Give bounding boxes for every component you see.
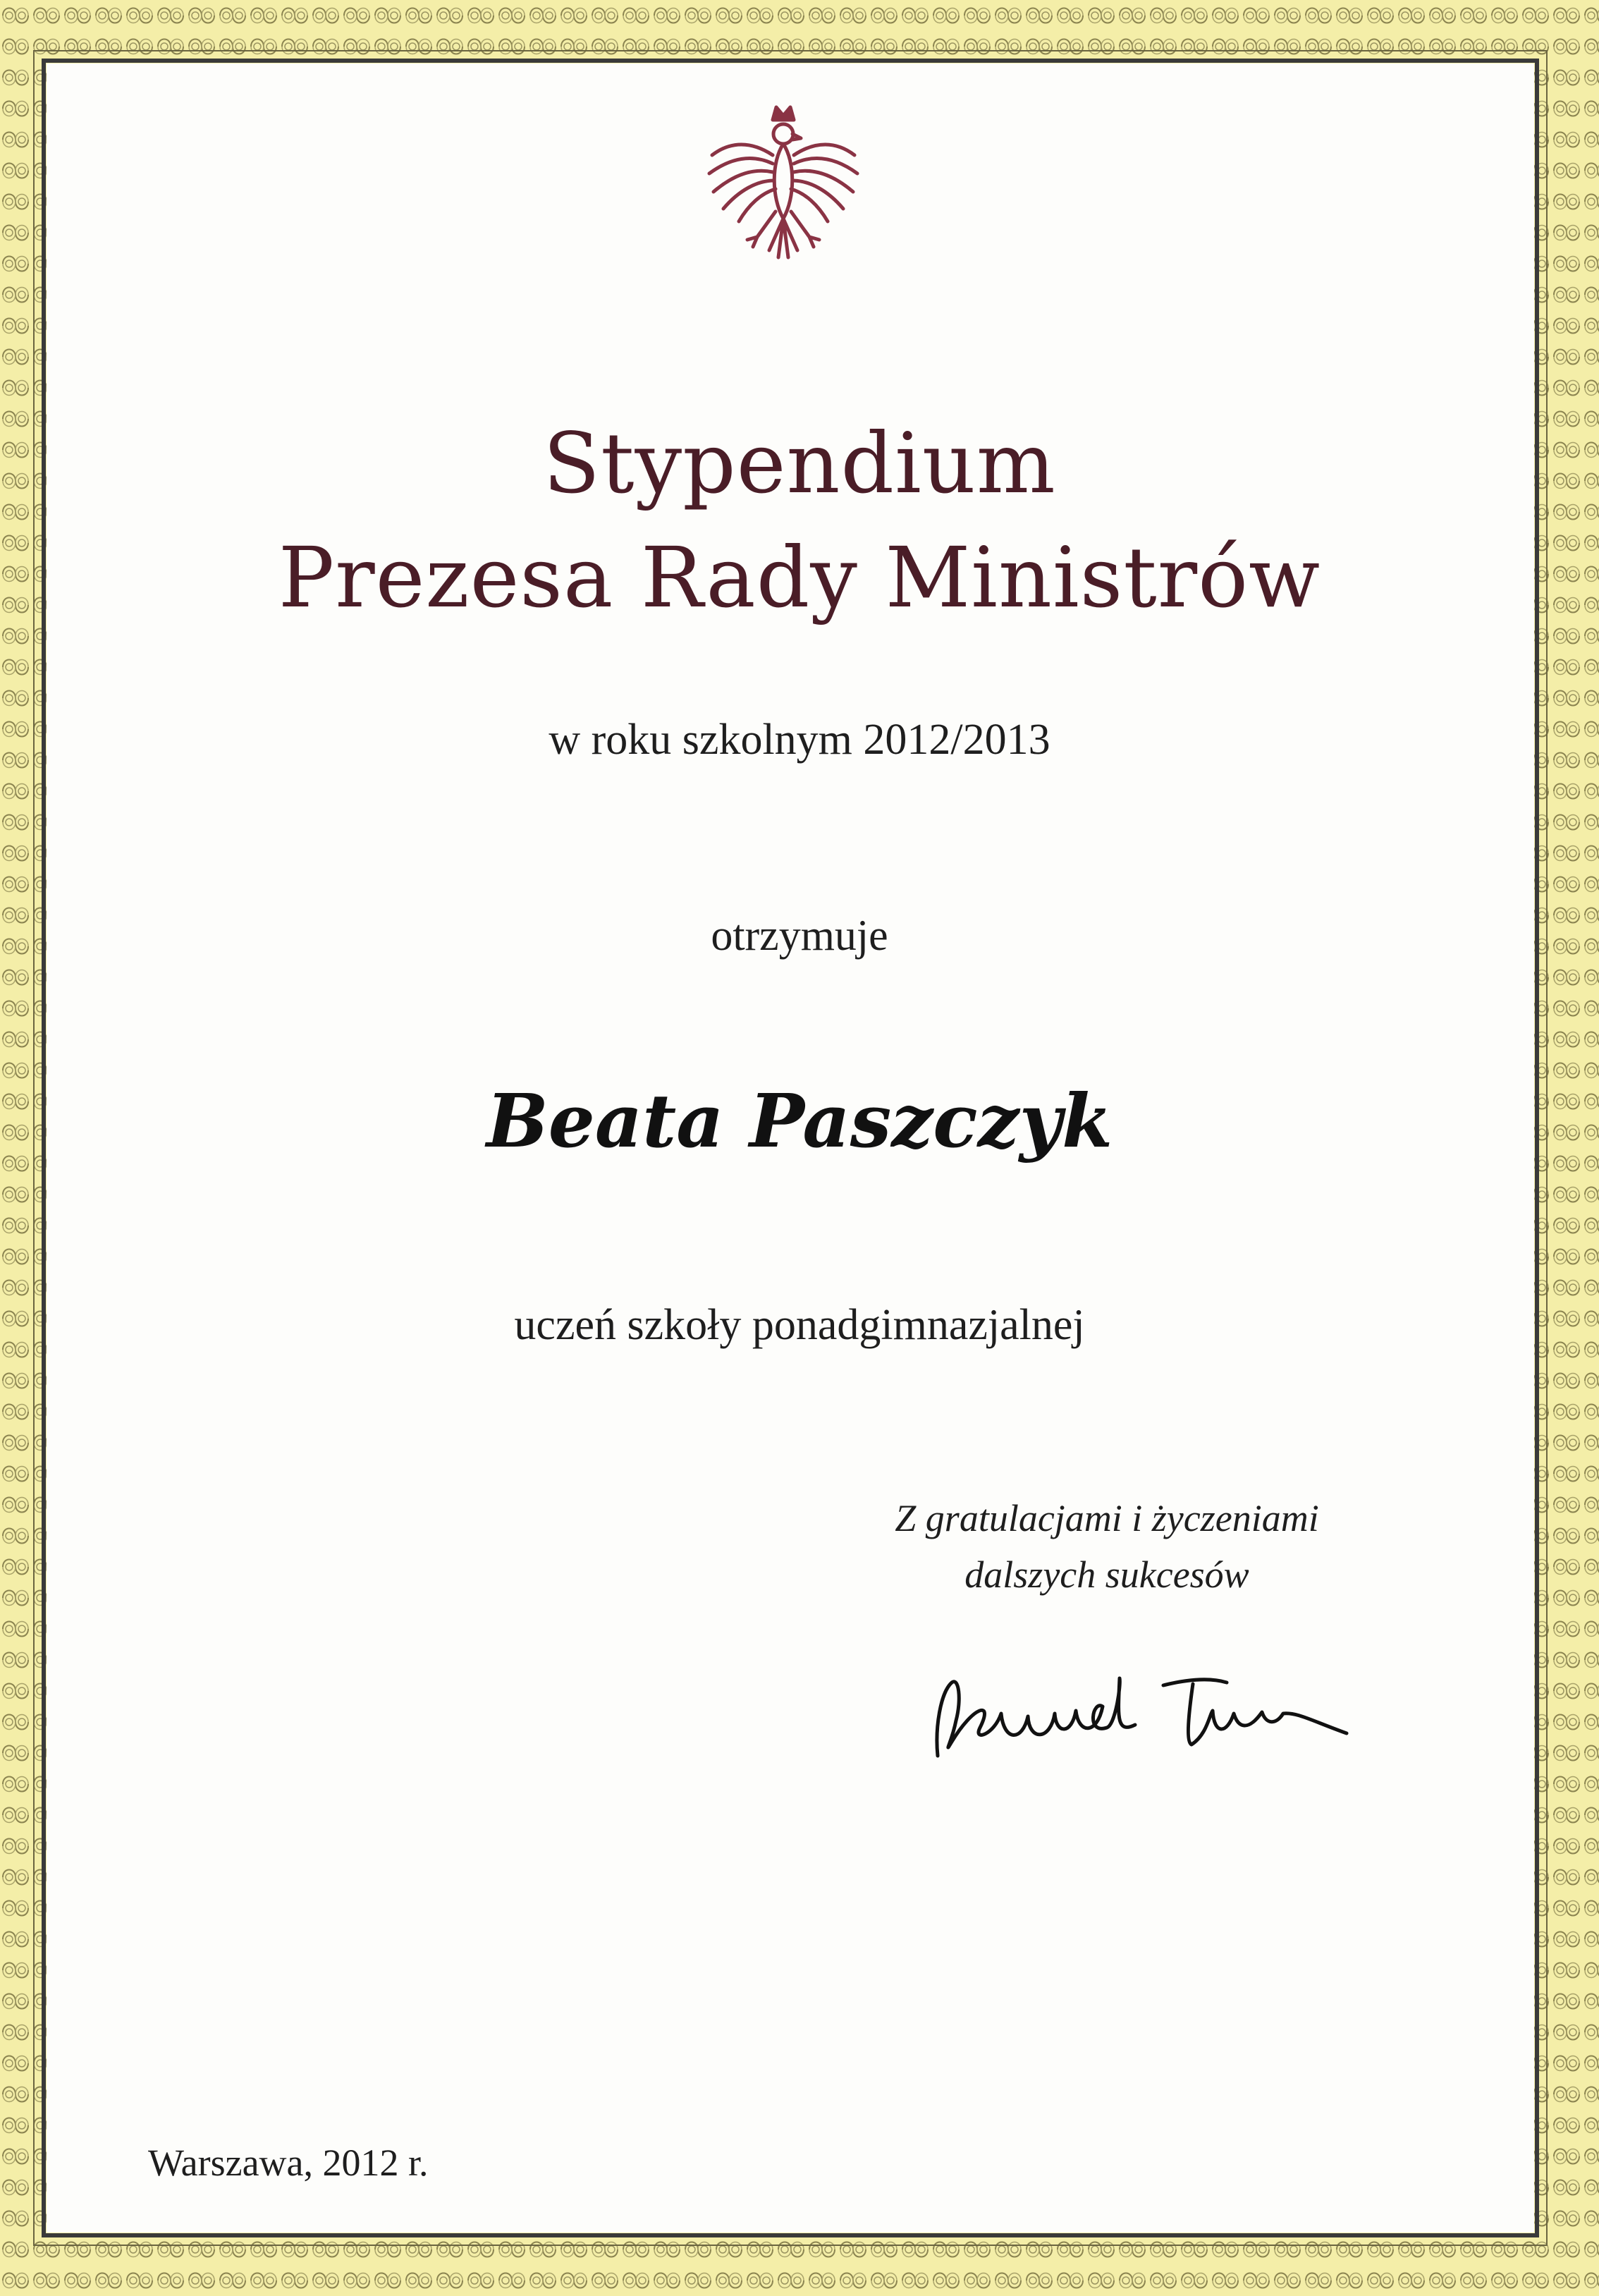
recipient-name: Beata Paszczyk: [486, 1077, 1113, 1164]
title-line-1: Stypendium: [543, 415, 1056, 512]
recipient-status: uczeń szkoły ponadgimnazjalnej: [514, 1301, 1085, 1349]
white-eagle-icon: [702, 99, 864, 275]
wishes-line-1: Z gratulacjami i życzeniami: [895, 1497, 1319, 1539]
wishes-line-2: dalszych sukcesów: [964, 1553, 1249, 1596]
title-line-2: Prezesa Rady Ministrów: [278, 529, 1321, 626]
receives-label: otrzymuje: [711, 912, 888, 960]
place-date: Warszawa, 2012 r.: [148, 2142, 429, 2184]
signature: [931, 1657, 1368, 1770]
school-year: w roku szkolnym 2012/2013: [549, 716, 1050, 764]
